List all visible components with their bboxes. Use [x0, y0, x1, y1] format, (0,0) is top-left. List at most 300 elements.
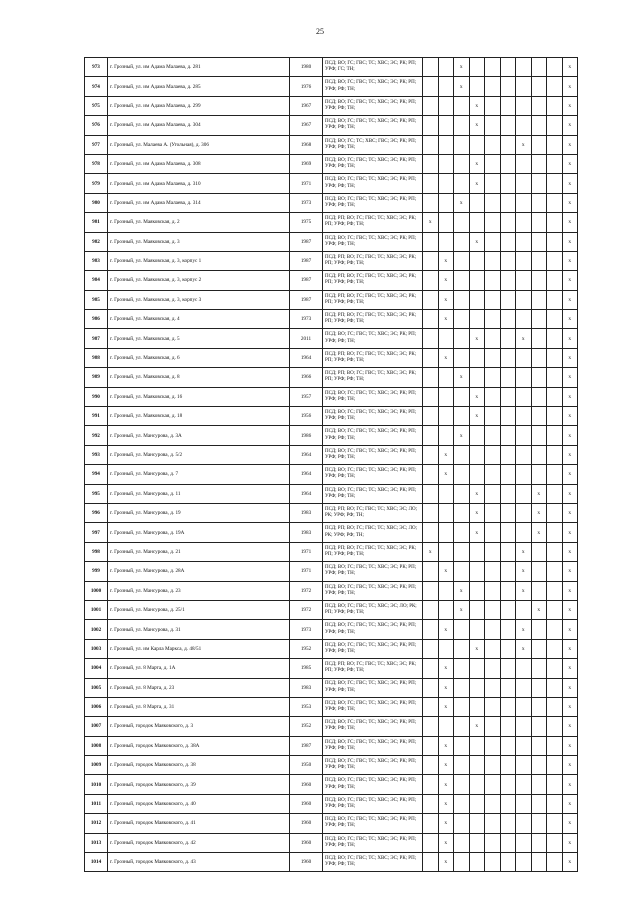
row-mark: x: [423, 213, 439, 232]
row-mark-cell: [454, 736, 470, 755]
row-mark-cell: [454, 639, 470, 658]
row-mark-last: x: [562, 465, 578, 484]
row-mark-cell: [531, 736, 547, 755]
row-mark: x: [438, 814, 454, 833]
row-mark-last: x: [562, 639, 578, 658]
row-mark-cell: [454, 853, 470, 872]
row-mark-cell: [500, 794, 516, 813]
row-mark-cell: [469, 794, 485, 813]
row-mark-cell: [500, 833, 516, 852]
row-mark-cell: [485, 600, 501, 619]
row-mark-cell: [485, 678, 501, 697]
row-mark-cell: [516, 290, 532, 309]
row-mark-cell: [516, 387, 532, 406]
row-mark-cell: [438, 135, 454, 154]
row-mark-cell: [469, 775, 485, 794]
row-mark-cell: [423, 639, 439, 658]
row-mark-cell: [423, 503, 439, 522]
row-mark: x: [438, 736, 454, 755]
row-mark: x: [516, 639, 532, 658]
row-mark-cell: [516, 503, 532, 522]
row-mark-cell: [454, 135, 470, 154]
row-address: г. Грозный, ул. Маяковская, д. 16: [108, 387, 290, 406]
row-mark-cell: [423, 775, 439, 794]
row-mark-cell: [531, 213, 547, 232]
row-mark-cell: [454, 659, 470, 678]
row-address: г. Грозный, ул. 8 Марта, д. 23: [108, 678, 290, 697]
row-mark-cell: [516, 116, 532, 135]
row-mark-cell: [423, 814, 439, 833]
row-mark-cell: [438, 600, 454, 619]
row-address: г. Грозный, ул. Мансурова, д. 25/1: [108, 600, 290, 619]
table-row: [85, 581, 578, 600]
row-mark-cell: [485, 135, 501, 154]
row-systems: ПСД; РП; ВО; ГС; ГВС; ТС; ХВС; ЭС; РК; РП; УРФ; РФ; ТН;: [323, 251, 423, 270]
row-year: 1983: [290, 678, 323, 697]
row-mark-cell: [454, 775, 470, 794]
row-mark-cell: [500, 445, 516, 464]
row-mark-cell: [531, 445, 547, 464]
row-mark-cell: [531, 407, 547, 426]
row-mark-cell: [454, 310, 470, 329]
row-systems: ПСД; ВО; ГС; ГВС; ТС; ХВС; ЭС; РК; РП; УРФ; РФ; ТН;: [323, 387, 423, 406]
row-mark: x: [438, 445, 454, 464]
row-systems: ПСД; ВО; ГС; ГВС; ТС; ХВС; ЭС; РК; РП; УРФ; РФ; ТН;: [323, 426, 423, 445]
table-row: [85, 678, 578, 697]
row-mark: x: [516, 329, 532, 348]
row-mark-cell: [485, 503, 501, 522]
row-mark-cell: [423, 271, 439, 290]
row-mark-cell: [531, 639, 547, 658]
row-address: г. Грозный, ул. им Адама Малаева, д. 285: [108, 77, 290, 96]
row-mark-cell: [531, 465, 547, 484]
row-mark-cell: [547, 523, 563, 542]
table-row: [85, 465, 578, 484]
row-systems: ПСД; ВО; ГС; ГВС; ТС; ХВС; ЭС; РК; РП; УРФ; РФ; ТН;: [323, 833, 423, 852]
row-mark-cell: [516, 678, 532, 697]
table-row: [85, 58, 578, 77]
row-number: 1013: [85, 833, 108, 852]
row-mark-cell: [516, 174, 532, 193]
row-mark-cell: [423, 659, 439, 678]
table-row: [85, 407, 578, 426]
row-mark-cell: [531, 116, 547, 135]
row-mark-last: x: [562, 523, 578, 542]
row-mark-cell: [547, 600, 563, 619]
row-mark-cell: [516, 756, 532, 775]
row-mark: x: [469, 154, 485, 173]
row-mark: x: [438, 775, 454, 794]
row-mark-cell: [423, 387, 439, 406]
row-mark-cell: [500, 251, 516, 270]
row-mark: x: [469, 329, 485, 348]
row-mark-cell: [454, 387, 470, 406]
row-mark-last: x: [562, 814, 578, 833]
row-mark-cell: [423, 736, 439, 755]
row-mark-cell: [438, 484, 454, 503]
row-mark-cell: [469, 465, 485, 484]
table-row: [85, 814, 578, 833]
row-mark-cell: [485, 348, 501, 367]
table-row: [85, 116, 578, 135]
row-mark-cell: [423, 96, 439, 115]
row-mark: x: [516, 562, 532, 581]
row-mark-cell: [500, 756, 516, 775]
table-body: [85, 58, 578, 872]
row-systems: ПСД; ВО; ГС; ГВС; ТС; ХВС; ЭС; РК; РП; УРФ; РФ; ТН;: [323, 562, 423, 581]
row-year: 1969: [290, 154, 323, 173]
row-mark-cell: [438, 639, 454, 658]
row-mark-cell: [500, 639, 516, 658]
row-address: г. Грозный, ул. Маяковская, д. 8: [108, 368, 290, 387]
row-year: 1967: [290, 96, 323, 115]
table-row: [85, 310, 578, 329]
row-mark-cell: [547, 814, 563, 833]
row-mark-last: x: [562, 736, 578, 755]
row-mark-cell: [423, 154, 439, 173]
table-row: [85, 329, 578, 348]
row-mark: x: [469, 407, 485, 426]
row-mark-last: x: [562, 271, 578, 290]
row-systems: ПСД; ВО; ГС; ГВС; ТС; ХВС; ЭС; РК; РП; УРФ; РФ; ТН;: [323, 775, 423, 794]
row-mark-cell: [531, 387, 547, 406]
row-number: 1014: [85, 853, 108, 872]
row-mark-last: x: [562, 853, 578, 872]
table-row: [85, 426, 578, 445]
row-mark-cell: [423, 620, 439, 639]
row-mark-last: x: [562, 213, 578, 232]
row-mark-cell: [454, 562, 470, 581]
row-mark-cell: [423, 193, 439, 212]
row-mark-cell: [423, 678, 439, 697]
row-number: 973: [85, 58, 108, 77]
row-mark-cell: [531, 271, 547, 290]
row-mark-cell: [454, 407, 470, 426]
row-mark-cell: [485, 232, 501, 251]
row-mark-cell: [454, 232, 470, 251]
table-row: [85, 620, 578, 639]
row-mark-cell: [454, 620, 470, 639]
row-mark: x: [438, 756, 454, 775]
row-mark-cell: [469, 814, 485, 833]
table-row: [85, 562, 578, 581]
row-mark-cell: [423, 116, 439, 135]
row-mark-cell: [547, 620, 563, 639]
row-mark-cell: [547, 678, 563, 697]
row-mark-cell: [500, 659, 516, 678]
row-mark-cell: [516, 154, 532, 173]
row-mark-cell: [485, 736, 501, 755]
row-mark-cell: [547, 445, 563, 464]
row-mark-cell: [531, 562, 547, 581]
table-row: [85, 174, 578, 193]
row-mark-cell: [500, 503, 516, 522]
row-mark-cell: [454, 833, 470, 852]
row-year: 1987: [290, 736, 323, 755]
table-row: [85, 639, 578, 658]
row-mark-cell: [485, 542, 501, 561]
row-mark-cell: [516, 465, 532, 484]
row-mark-cell: [423, 465, 439, 484]
row-mark: x: [469, 484, 485, 503]
row-systems: ПСД; ВО; ГС; ГВС; ТС; ХВС; ЭС; РК; РП; УРФ; РФ; ТН;: [323, 717, 423, 736]
row-mark-cell: [500, 542, 516, 561]
housing-register-table: [84, 57, 578, 872]
row-mark-cell: [516, 96, 532, 115]
row-mark-cell: [531, 290, 547, 309]
row-mark-cell: [454, 445, 470, 464]
table-row: [85, 290, 578, 309]
table-row: [85, 503, 578, 522]
row-mark-cell: [469, 756, 485, 775]
row-mark-cell: [438, 426, 454, 445]
row-mark-cell: [500, 135, 516, 154]
table-row: [85, 697, 578, 716]
row-mark-cell: [531, 678, 547, 697]
row-mark-cell: [531, 77, 547, 96]
row-mark-cell: [516, 717, 532, 736]
row-systems: ПСД; РП; ВО; ГС; ГВС; ТС; ХВС; ЭС; РК; РП; УРФ; РФ; ТН;: [323, 271, 423, 290]
row-mark-last: x: [562, 329, 578, 348]
row-mark: x: [438, 562, 454, 581]
row-mark-cell: [423, 562, 439, 581]
row-mark-cell: [485, 659, 501, 678]
row-mark: x: [438, 833, 454, 852]
row-mark-cell: [500, 193, 516, 212]
row-number: 988: [85, 348, 108, 367]
row-mark-cell: [547, 833, 563, 852]
row-year: 1966: [290, 368, 323, 387]
row-mark-cell: [500, 368, 516, 387]
row-address: г. Грозный, ул. им Адама Малаева, д. 310: [108, 174, 290, 193]
row-mark-cell: [500, 96, 516, 115]
row-mark-cell: [500, 213, 516, 232]
row-mark-cell: [531, 620, 547, 639]
row-year: 1973: [290, 193, 323, 212]
row-mark-cell: [454, 678, 470, 697]
row-year: 1960: [290, 794, 323, 813]
row-mark-cell: [469, 659, 485, 678]
row-year: 1971: [290, 562, 323, 581]
row-mark-cell: [438, 116, 454, 135]
row-mark-cell: [531, 426, 547, 445]
row-year: 1960: [290, 775, 323, 794]
table-row: [85, 484, 578, 503]
row-mark-cell: [516, 426, 532, 445]
row-mark-cell: [500, 620, 516, 639]
row-year: 1968: [290, 135, 323, 154]
row-mark: x: [438, 271, 454, 290]
row-mark-last: x: [562, 600, 578, 619]
row-mark-last: x: [562, 678, 578, 697]
row-mark-cell: [469, 581, 485, 600]
row-mark-cell: [454, 717, 470, 736]
row-mark-cell: [516, 697, 532, 716]
row-mark-cell: [469, 562, 485, 581]
row-mark: x: [531, 484, 547, 503]
row-mark-cell: [547, 387, 563, 406]
row-systems: ПСД; РП; ВО; ГС; ГВС; ТС; ХВС; ЭС; ЛО; РК; УРФ; РФ; ТН;: [323, 523, 423, 542]
row-systems: ПСД; ВО; ГС; ГВС; ТС; ХВС; ЭС; РК; РП; УРФ; РФ; ТН;: [323, 639, 423, 658]
row-mark-last: x: [562, 756, 578, 775]
row-mark-cell: [531, 58, 547, 77]
row-systems: ПСД; ВО; ГС; ГВС; ТС; ХВС; ЭС; РК; РП; УРФ; РФ; ТН;: [323, 407, 423, 426]
row-mark: x: [438, 659, 454, 678]
row-mark-cell: [531, 348, 547, 367]
row-number: 986: [85, 310, 108, 329]
row-mark-cell: [485, 154, 501, 173]
table-row: [85, 251, 578, 270]
row-mark-cell: [547, 135, 563, 154]
row-address: г. Грозный, ул. Мансурова, д. 7: [108, 465, 290, 484]
row-mark: x: [438, 678, 454, 697]
row-mark-cell: [516, 213, 532, 232]
table-row: [85, 659, 578, 678]
row-address: г. Грозный, ул. Малаева А. (Угольная), д. 306: [108, 135, 290, 154]
row-mark-cell: [469, 853, 485, 872]
row-mark-cell: [547, 174, 563, 193]
table-row: [85, 154, 578, 173]
row-address: г. Грозный, ул. Маяковская, д. 3, корпус 1: [108, 251, 290, 270]
row-mark-cell: [547, 697, 563, 716]
row-systems: ПСД; ВО; ГС; ГВС; ТС; ХВС; ЭС; РК; РП; УРФ; РФ; ТН;: [323, 174, 423, 193]
row-mark-cell: [485, 697, 501, 716]
row-mark-cell: [454, 503, 470, 522]
row-mark-cell: [454, 174, 470, 193]
row-address: г. Грозный, ул. им Карла Маркса, д. 48/51: [108, 639, 290, 658]
row-address: г. Грозный, городок Маяковского, д. 38А: [108, 736, 290, 755]
row-mark-cell: [485, 756, 501, 775]
row-systems: ПСД; РП; ВО; ГС; ГВС; ТС; ХВС; ЭС; РК; РП; УРФ; РФ; ТН;: [323, 348, 423, 367]
row-systems: ПСД; ВО; ГС; ГВС; ТС; ХВС; ЭС; РК; РП; УРФ; РФ; ТН;: [323, 620, 423, 639]
row-address: г. Грозный, ул. 8 Марта, д. 31: [108, 697, 290, 716]
row-mark-cell: [485, 581, 501, 600]
row-systems: ПСД; ВО; ГС; ГВС; ТС; ХВС; ЭС; РК; РП; УРФ; РФ; ТН;: [323, 116, 423, 135]
row-mark: x: [438, 290, 454, 309]
row-mark-cell: [469, 213, 485, 232]
row-systems: ПСД; РП; ВО; ГС; ГВС; ТС; ХВС; ЭС; ЛО; РК; УРФ; РФ; ТН;: [323, 503, 423, 522]
row-mark-cell: [438, 503, 454, 522]
row-mark-cell: [516, 193, 532, 212]
row-mark-last: x: [562, 290, 578, 309]
row-year: 1960: [290, 814, 323, 833]
row-systems: ПСД; ВО; ГС; ГВС; ТС; ХВС; ЭС; РК; РП; УРФ; РФ; ТН;: [323, 193, 423, 212]
row-number: 977: [85, 135, 108, 154]
row-mark-last: x: [562, 717, 578, 736]
row-mark-cell: [500, 853, 516, 872]
row-mark-cell: [423, 523, 439, 542]
row-mark-cell: [485, 174, 501, 193]
row-mark-cell: [516, 58, 532, 77]
row-year: 1964: [290, 465, 323, 484]
row-mark-cell: [531, 833, 547, 852]
row-number: 984: [85, 271, 108, 290]
row-mark: x: [454, 193, 470, 212]
row-mark-cell: [423, 426, 439, 445]
row-address: г. Грозный, городок Маяковского, д. 41: [108, 814, 290, 833]
row-mark-cell: [500, 678, 516, 697]
row-mark: x: [438, 853, 454, 872]
row-mark-cell: [516, 445, 532, 464]
row-mark-cell: [516, 271, 532, 290]
row-mark-cell: [547, 329, 563, 348]
row-year: 1971: [290, 542, 323, 561]
row-mark-cell: [500, 387, 516, 406]
row-mark-cell: [423, 717, 439, 736]
row-year: 1964: [290, 348, 323, 367]
row-mark-cell: [516, 833, 532, 852]
row-mark-cell: [423, 833, 439, 852]
row-mark: x: [469, 523, 485, 542]
row-mark-cell: [531, 581, 547, 600]
row-mark-last: x: [562, 251, 578, 270]
row-mark-cell: [547, 232, 563, 251]
row-mark-cell: [485, 620, 501, 639]
row-mark-cell: [531, 251, 547, 270]
row-number: 981: [85, 213, 108, 232]
row-number: 987: [85, 329, 108, 348]
row-mark-cell: [454, 290, 470, 309]
row-mark-cell: [547, 736, 563, 755]
row-mark: x: [438, 251, 454, 270]
row-number: 999: [85, 562, 108, 581]
row-mark-cell: [531, 135, 547, 154]
row-mark-cell: [423, 174, 439, 193]
table-row: [85, 853, 578, 872]
row-number: 980: [85, 193, 108, 212]
row-mark-cell: [531, 329, 547, 348]
row-mark-last: x: [562, 697, 578, 716]
row-mark-last: x: [562, 445, 578, 464]
row-mark-last: x: [562, 833, 578, 852]
row-mark-cell: [485, 639, 501, 658]
row-mark-cell: [516, 853, 532, 872]
row-mark-cell: [454, 465, 470, 484]
row-systems: ПСД; ВО; ГС; ГВС; ТС; ХВС; ЭС; РК; РП; УРФ; РФ; ТН;: [323, 697, 423, 716]
row-mark-cell: [531, 542, 547, 561]
row-mark-cell: [469, 251, 485, 270]
row-mark-last: x: [562, 96, 578, 115]
row-mark-cell: [500, 407, 516, 426]
table-row: [85, 348, 578, 367]
row-mark-last: x: [562, 348, 578, 367]
row-year: 1973: [290, 620, 323, 639]
row-systems: ПСД; ВО; ГС; ГВС; ТС; ХВС; ЭС; РК; РП; УРФ; РФ; ТН;: [323, 232, 423, 251]
row-number: 1002: [85, 620, 108, 639]
row-year: 1960: [290, 853, 323, 872]
row-address: г. Грозный, ул. Мансурова, д. 31: [108, 620, 290, 639]
row-mark-last: x: [562, 484, 578, 503]
row-mark-cell: [547, 775, 563, 794]
row-mark-cell: [500, 271, 516, 290]
row-mark-cell: [516, 814, 532, 833]
row-mark-cell: [438, 213, 454, 232]
row-mark-last: x: [562, 154, 578, 173]
row-mark-cell: [500, 523, 516, 542]
row-mark: x: [516, 620, 532, 639]
row-mark-cell: [547, 290, 563, 309]
table-row: [85, 542, 578, 561]
row-mark-last: x: [562, 542, 578, 561]
row-year: 1973: [290, 310, 323, 329]
row-mark-cell: [500, 174, 516, 193]
housing-register-table-wrap: [84, 57, 578, 872]
row-year: 2011: [290, 329, 323, 348]
row-year: 1972: [290, 600, 323, 619]
row-mark-cell: [438, 329, 454, 348]
row-systems: ПСД; ВО; ГС; ГВС; ТС; ХВС; ЭС; РК; РП; УРФ; РФ; ТН;: [323, 154, 423, 173]
row-year: 1975: [290, 213, 323, 232]
